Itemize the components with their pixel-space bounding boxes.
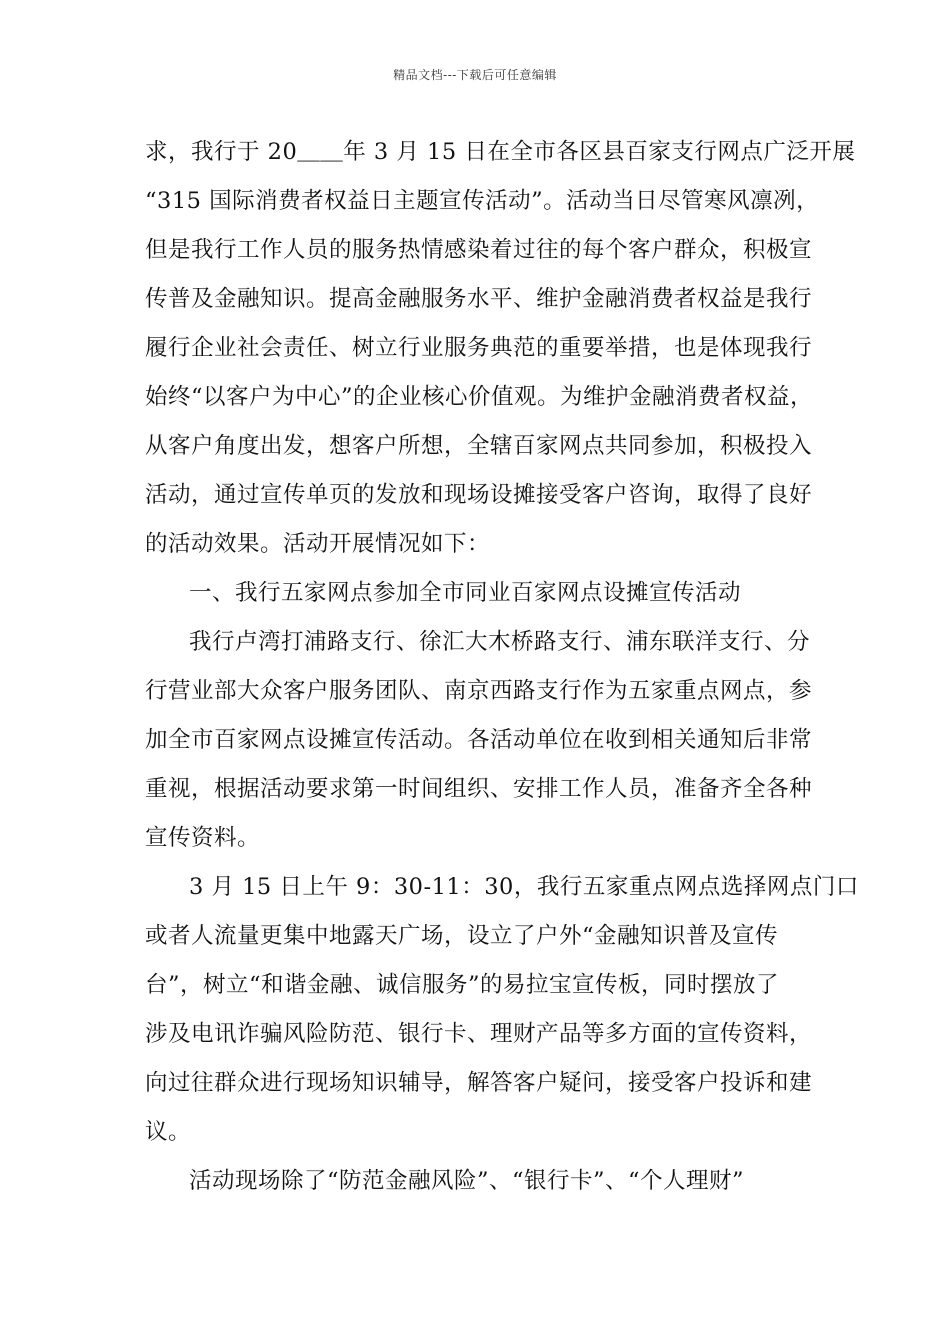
text-line: 加全市百家网点设摊宣传活动。各活动单位在收到相关通知后非常 xyxy=(145,727,813,753)
text-line: 台”，树立“和谐金融、诚信服务”的易拉宝宣传板，同时摆放了 xyxy=(145,972,780,998)
text-line: 重视，根据活动要求第一时间组织、安排工作人员，准备齐全各种 xyxy=(145,776,813,802)
text-line: “315 国际消费者权益日主题宣传活动”。活动当日尽管寒风凛冽， xyxy=(145,188,820,214)
text-line: 活动，通过宣传单页的发放和现场设摊接受客户咨询，取得了良好 xyxy=(145,482,813,508)
text-line: 始终“以客户为中心”的企业核心价值观。为维护金融消费者权益， xyxy=(145,384,814,410)
page-header: 精品文档---下载后可任意编辑 xyxy=(393,68,557,82)
text-line: 涉及电讯诈骗风险防范、银行卡、理财产品等多方面的宣传资料， xyxy=(145,1021,813,1047)
text-line: 活动现场除了“防范金融风险”、“银行卡”、“个人理财” xyxy=(189,1168,745,1194)
text-line: 向过往群众进行现场知识辅导，解答客户疑问，接受客户投诉和建 xyxy=(145,1070,813,1096)
text-line: 从客户角度出发，想客户所想，全辖百家网点共同参加，积极投入 xyxy=(145,433,813,459)
text-line: 传普及金融知识。提高金融服务水平、维护金融消费者权益是我行 xyxy=(145,286,813,312)
text-line: 但是我行工作人员的服务热情感染着过往的每个客户群众，积极宣 xyxy=(145,237,813,263)
text-line: 求，我行于 20＿＿年 3 月 15 日在全市各区县百家支行网点广泛开展 xyxy=(145,139,856,165)
text-line: 的活动效果。活动开展情况如下： xyxy=(145,531,491,557)
text-line: 我行卢湾打浦路支行、徐汇大木桥路支行、浦东联洋支行、分 xyxy=(189,629,811,655)
document-body xyxy=(145,128,859,1206)
text-line: 履行企业社会责任、树立行业服务典范的重要举措，也是体现我行 xyxy=(145,335,813,361)
text-line: 宣传资料。 xyxy=(145,825,261,851)
text-line: 行营业部大众客户服务团队、南京西路支行作为五家重点网点，参 xyxy=(145,678,813,704)
text-line: 议。 xyxy=(145,1119,192,1145)
text-line: 或者人流量更集中地露天广场，设立了户外“金融知识普及宣传 xyxy=(145,923,779,949)
text-line: 3 月 15 日上午 9：30-11：30，我行五家重点网点选择网点门口 xyxy=(189,874,859,900)
section-heading: 一、我行五家网点参加全市同业百家网点设摊宣传活动 xyxy=(189,580,742,606)
